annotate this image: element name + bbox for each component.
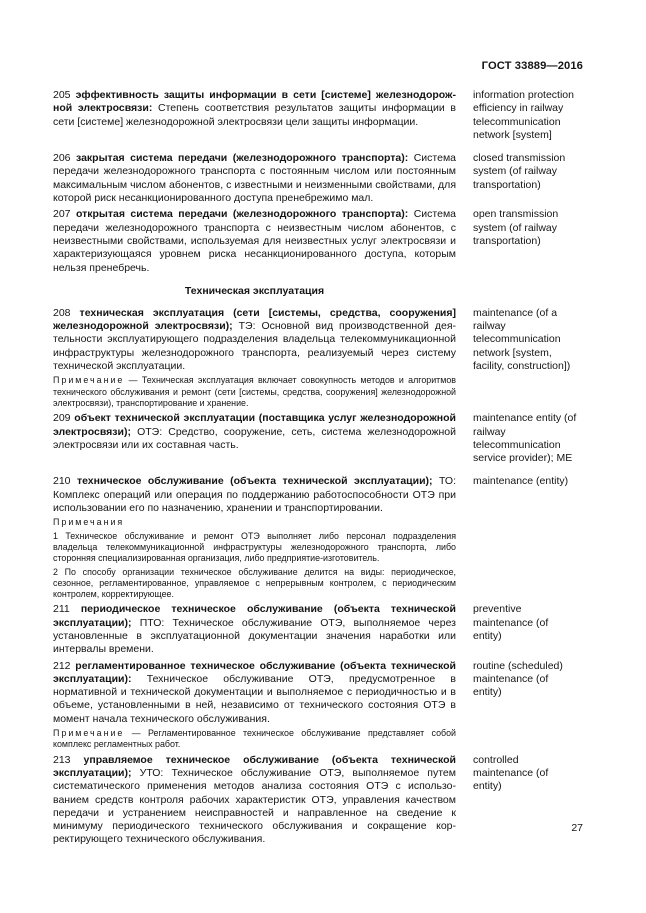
english-equivalent: maintenance entity (of railway telecommunication service provider); ME <box>473 412 577 465</box>
term-definition: УТО: Техническое обслуживание ОТЭ, выполняемое путем систематического применения методов анализа состояния ОТЭ с использованием средств контроля рабочих характеристик ОТЭ, управления качеством передачи и устранением неисправностей и направленное на сведение к минимуму периодического технического обслуживания и сокращение корректирующего технического обслуживания. <box>53 766 456 846</box>
term-name: эффективность защиты информации в сети [системе] железнодорожной электросвязи: <box>53 89 456 115</box>
notes-label: Примечания <box>53 517 125 528</box>
term-text <box>53 754 456 847</box>
terms-list <box>53 89 593 857</box>
term-note <box>53 375 456 409</box>
english-equivalent: controlled maintenance (of entity) <box>473 753 549 793</box>
page-number: 27 <box>571 822 583 834</box>
term-definition: Система передачи железнодорожного транспорта с постоянным числом или постоянным максимальным числом абонентов, с известными и неизменными свойствами, для которой риск несанкционированного доступа пренебрежимо мал. <box>53 152 457 205</box>
term-definition: Степень соответствия результатов защиты информации в сети [системе] железнодорожной электросвязи цели защиты информации. <box>53 102 457 128</box>
term-name: управляемое техническое обслуживание (объекта технической эксплуатации); <box>53 753 457 779</box>
english-equivalent: closed transmission system (of railway transportation) <box>473 152 566 191</box>
term-text <box>53 152 456 205</box>
term-entry-212 <box>53 660 593 751</box>
term-text <box>53 89 456 129</box>
note-label: Примечание <box>53 375 125 386</box>
term-text <box>53 208 456 274</box>
term-text <box>53 307 456 409</box>
term-definition: ТЭ: Основной вид производственной деятельности эксплуатирующего подразделения владельца телекоммуникационной инфраструктуры железнодорожного транспорта, реализуемый через систему технической эксплуатации. <box>53 320 457 373</box>
term-definition: ТО: Комплекс операций или операция по поддержанию работоспособности ОТЭ при использовании его по назначению, хранении и транспортировании. <box>53 475 457 515</box>
term-number: 211 <box>53 603 70 616</box>
term-number: 206 <box>53 152 71 165</box>
english-equivalent: routine (scheduled) maintenance (of entity) <box>473 659 563 699</box>
english-equivalent: preventive maintenance (of entity) <box>473 603 549 642</box>
term-entry-207 <box>53 208 593 274</box>
term-number: 207 <box>53 208 71 221</box>
term-entry-209 <box>53 412 593 465</box>
term-name: открытая система передачи (железнодорожного транспорта): <box>75 208 409 221</box>
term-number: 210 <box>53 475 71 488</box>
note-item-2: 2 По способу организации техническое обслуживание делится на виды: периодическое, сезонное, регламентированное, управляемое с непрерывным контролем, с периодическим контролем, корректирующее. <box>53 566 456 600</box>
term-name: периодическое техническое обслуживание (объекта технической эксплуатации); <box>53 603 456 629</box>
term-name: техническое обслуживание (объекта технической эксплуатации); <box>76 475 433 488</box>
term-definition: ПТО: Техническое обслуживание ОТЭ, выполняемое через установленные в эксплуатационной документации значения наработки или интервалы времени. <box>53 616 456 656</box>
note-text: — Техническая эксплуатация включает совокупность методов и алгоритмов технического обслуживания и ремонт (сети [системы, средства, сооружения] железнодорожной электросвязи), транспортирование и хранение. <box>53 375 456 408</box>
english-equivalent: maintenance (entity) <box>473 475 569 488</box>
term-note <box>53 728 456 751</box>
term-entry-211 <box>53 603 593 656</box>
term-entry-208 <box>53 307 593 409</box>
term-name: техническая эксплуатация (сети [системы, средства, сооружения] железнодорожной электросвязи); <box>53 306 456 333</box>
term-name: закрытая система передачи (железнодорожного транспорта): <box>76 152 409 165</box>
term-name: объект технической эксплуатации (поставщика услуг железнодорожной электросвязи); <box>53 412 456 438</box>
note-label: Примечание <box>53 728 125 739</box>
term-definition: Система передачи железнодорожного транспорта с неизвестным числом абонентов, с неизвестными свойствами, используемая для неизвестных услуг электросвязи и характеризующаяся уровнем риска несанкционированного доступа, которым нельзя пренебречь. <box>53 208 457 274</box>
term-text <box>53 475 456 600</box>
term-number: 212 <box>53 659 71 672</box>
page-header: ГОСТ 33889—2016 <box>481 60 583 72</box>
section-title: Техническая эксплуатация <box>184 284 325 297</box>
term-number: 208 <box>53 306 71 319</box>
term-entry-206 <box>53 152 593 205</box>
term-name: регламентированное техническое обслуживание (объекта технической эксплуатации): <box>53 659 456 685</box>
note-item-1: 1 Техническое обслуживание и ремонт ОТЭ выполняет либо персонал подразделения владельца телекоммуникационной инфраструктуры железнодорожного транспорта, либо сторонняя специализированная организация, либо предприятие-изготовитель. <box>53 530 456 564</box>
note-text: — Регламентированное техническое обслуживание представляет собой комплекс регламентных работ. <box>53 728 456 750</box>
english-equivalent: information protection efficiency in railway telecommunication network [system] <box>473 89 574 141</box>
term-number: 205 <box>53 89 71 101</box>
term-entry-210 <box>53 475 593 600</box>
term-entry-213 <box>53 754 593 847</box>
english-equivalent: maintenance (of a railway telecommunication network [system, facility, construction]) <box>473 306 571 373</box>
term-text <box>53 603 456 656</box>
term-definition: ОТЭ: Средство, сооружение, сеть, система железнодорожной электросвязи или их составная часть. <box>53 425 456 451</box>
english-equivalent: open transmission system (of railway transportation) <box>473 208 559 247</box>
term-number: 213 <box>53 753 71 766</box>
term-number: 209 <box>53 412 71 425</box>
term-entry-205 <box>53 89 593 142</box>
term-definition: Техническое обслуживание ОТЭ, предусмотренное в нормативной и технической документации и выполняемое с периодичностью и в объеме, установленными в ней, независимо от технического состояния ОТЭ в момент начала технического обслуживания. <box>53 672 456 725</box>
term-text <box>53 660 456 751</box>
term-text <box>53 412 456 452</box>
